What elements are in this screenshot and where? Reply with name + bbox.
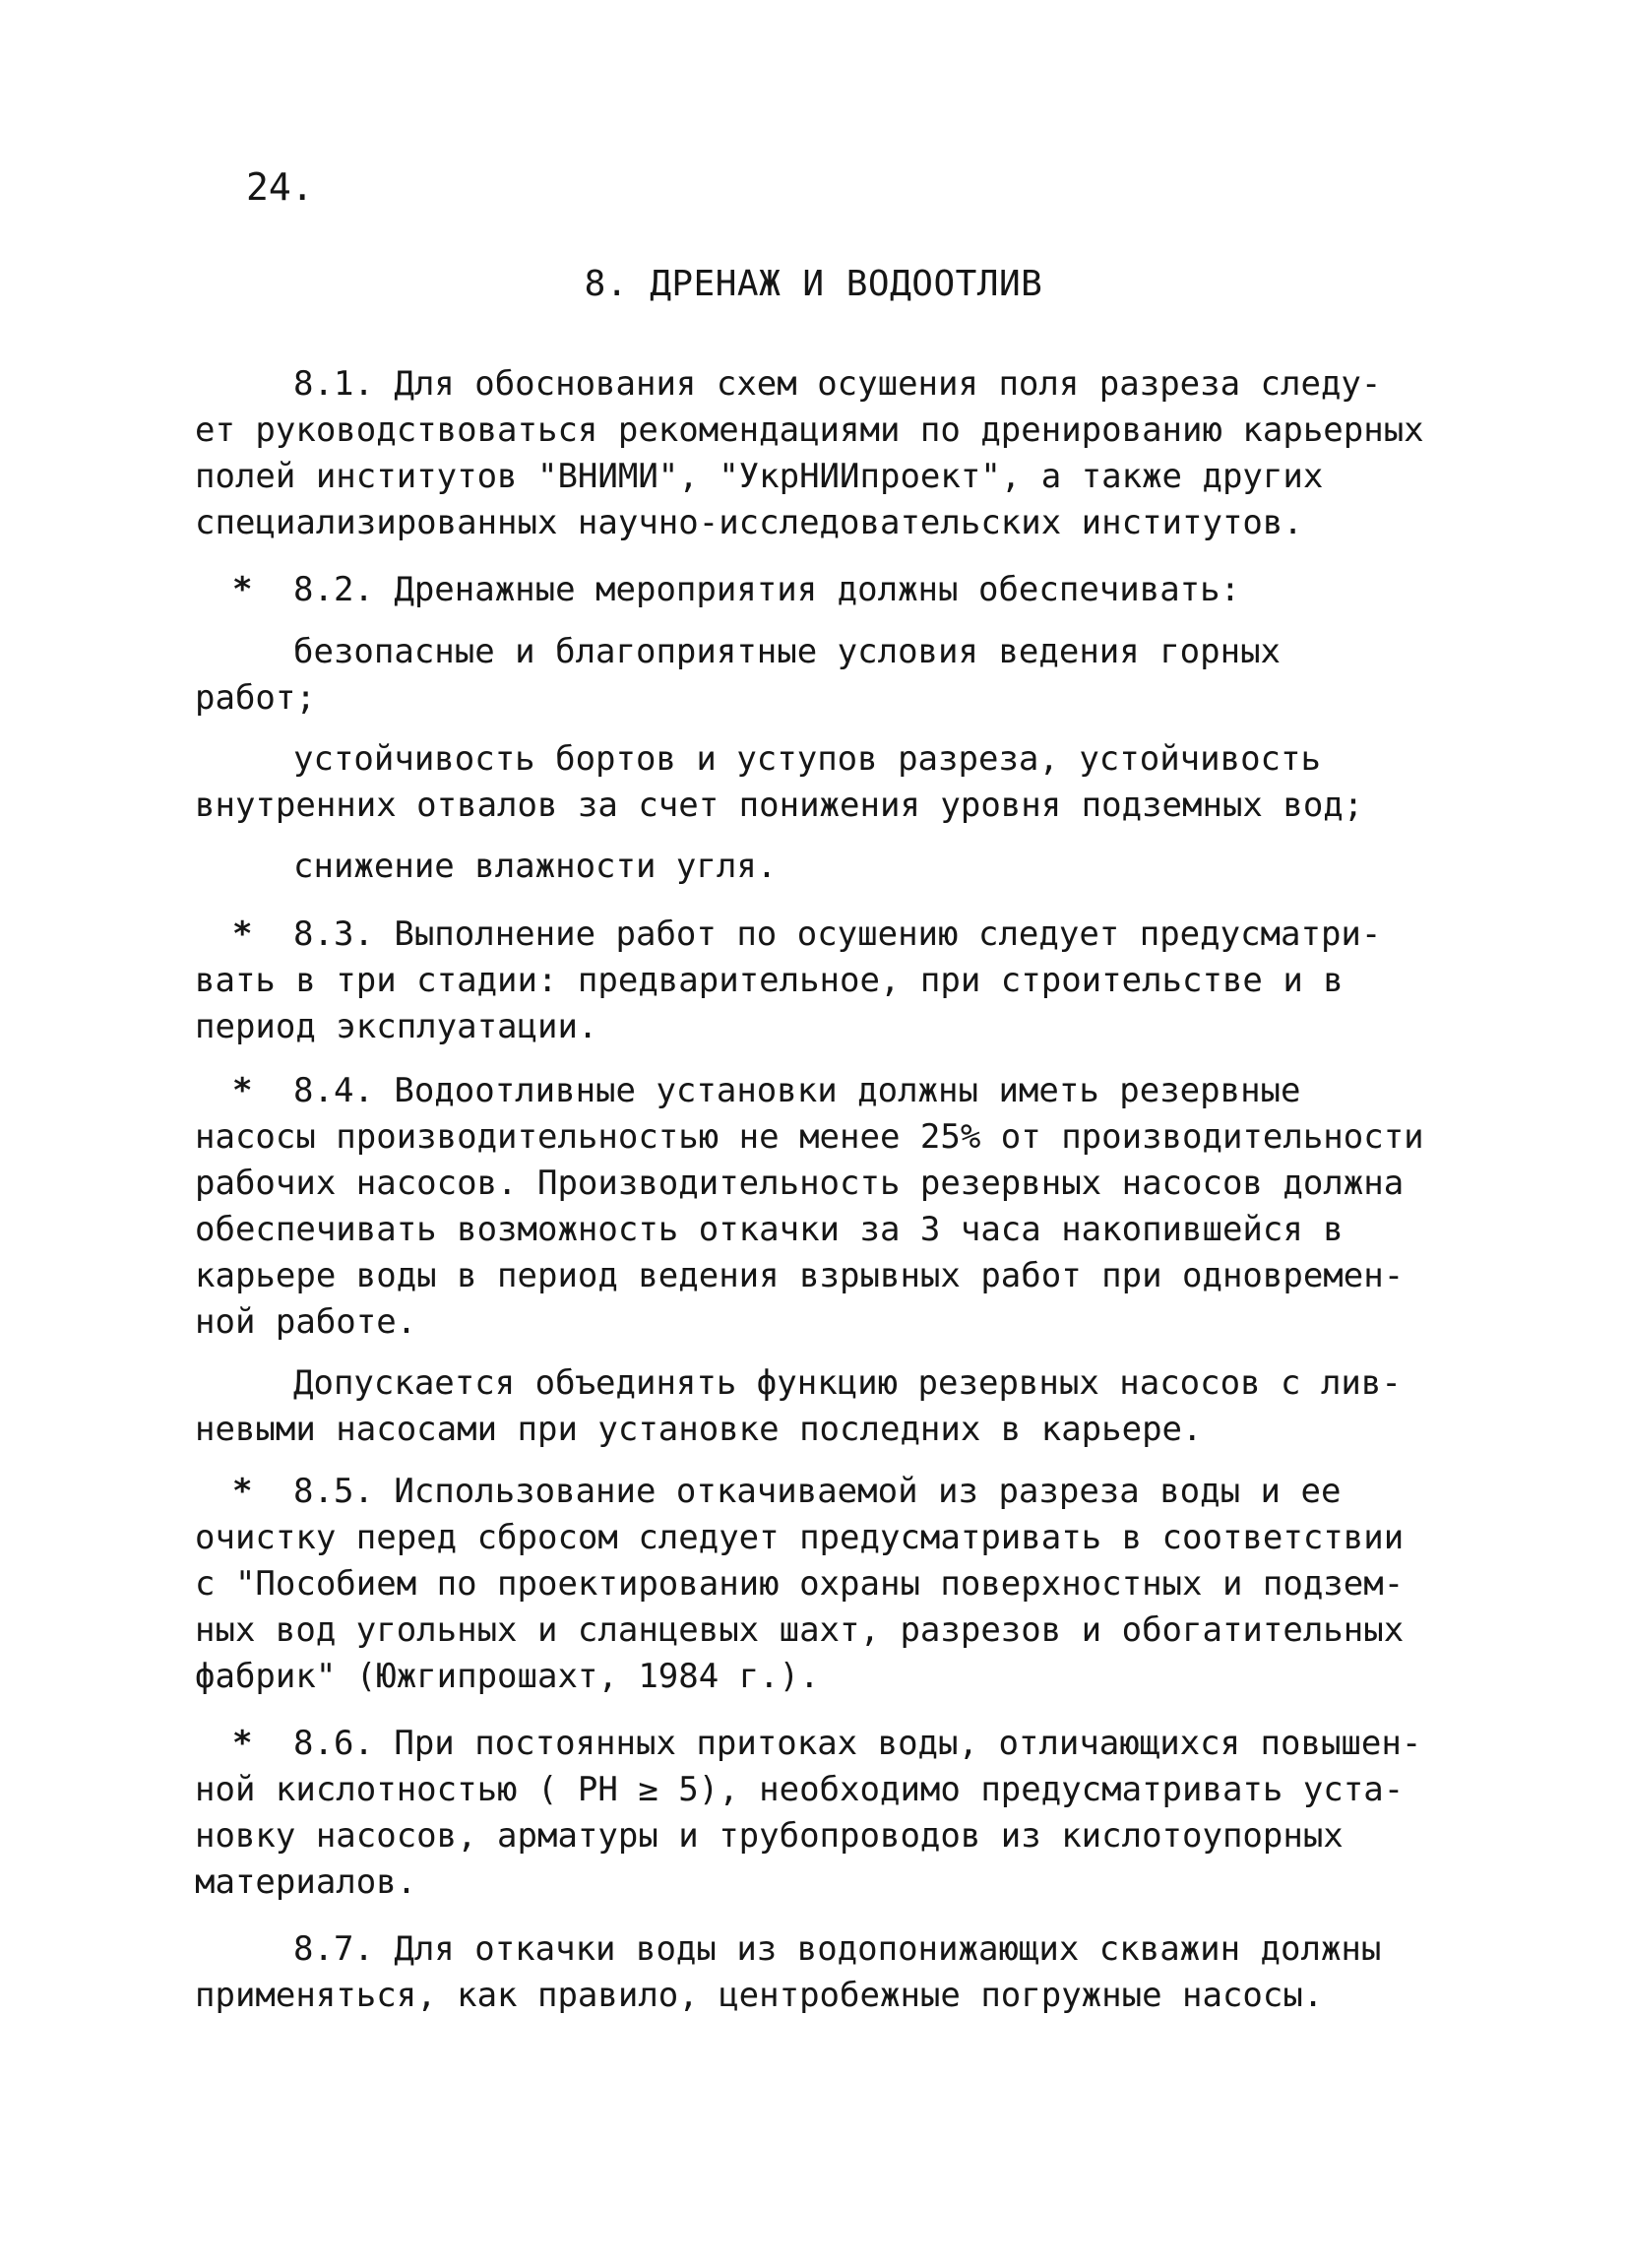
- paragraph-8-4-line: насосы производительностью не менее 25% от производительности: [195, 1117, 1424, 1157]
- section-title: 8. ДРЕНАЖ И ВОДООТЛИВ: [584, 264, 1043, 304]
- paragraph-8-5-line: фабрик" (Южгипрошахт, 1984 г.).: [195, 1657, 820, 1696]
- paragraph-8-4-line: обеспечивать возможность откачки за 3 часа накопившейся в: [195, 1210, 1344, 1249]
- paragraph-8-6-line: ной кислотностью ( PH ≥ 5), необходимо предусматривать уста-: [195, 1770, 1405, 1809]
- paragraph-8-1-line: ет руководствоваться рекомендациями по дренированию карьерных: [195, 410, 1424, 450]
- page-number: 24.: [246, 165, 314, 209]
- change-marker: *: [232, 1724, 253, 1763]
- list-item-line: безопасные и благоприятные условия ведения горных: [293, 632, 1282, 671]
- paragraph-8-3-line: вать в три стадии: предварительное, при строительстве и в: [195, 961, 1344, 1000]
- change-marker: *: [232, 1071, 253, 1110]
- paragraph-8-4-line: 8.4. Водоотливные установки должны иметь резервные: [293, 1071, 1301, 1110]
- paragraph-8-6-line: материалов.: [195, 1862, 417, 1902]
- list-item-line: внутренних отвалов за счет понижения уровня подземных вод;: [195, 786, 1364, 825]
- paragraph-8-4-line: ной работе.: [195, 1302, 417, 1342]
- list-item-line: устойчивость бортов и уступов разреза, устойчивость: [293, 739, 1321, 779]
- paragraph-8-6-line: 8.6. При постоянных притоках воды, отличающихся повышен-: [293, 1724, 1422, 1763]
- paragraph-8-4-line: рабочих насосов. Производительность резервных насосов должна: [195, 1164, 1405, 1203]
- paragraph-8-4-note-line: Допускается объединять функцию резервных насосов с лив-: [293, 1363, 1402, 1403]
- paragraph-8-4-note-line: невыми насосами при установке последних в карьере.: [195, 1410, 1203, 1449]
- paragraph-8-5-line: очистку перед сбросом следует предусматривать в соответствии: [195, 1518, 1405, 1557]
- paragraph-8-6-line: новку насосов, арматуры и трубопроводов из кислотоупорных: [195, 1816, 1344, 1856]
- paragraph-8-5-line: 8.5. Использование откачиваемой из разреза воды и ее: [293, 1472, 1342, 1511]
- paragraph-8-7-line: применяться, как правило, центробежные погружные насосы.: [195, 1976, 1324, 2015]
- paragraph-8-3-line: период эксплуатации.: [195, 1007, 598, 1046]
- paragraph-8-2-line: 8.2. Дренажные мероприятия должны обеспечивать:: [293, 570, 1241, 609]
- paragraph-8-3-line: 8.3. Выполнение работ по осушению следует предусматри-: [293, 914, 1382, 954]
- paragraph-8-1-line: 8.1. Для обоснования схем осушения поля разреза следу-: [293, 364, 1382, 404]
- paragraph-8-7-line: 8.7. Для откачки воды из водопонижающих скважин должны: [293, 1929, 1382, 1969]
- list-item-line: снижение влажности угля.: [293, 847, 778, 886]
- paragraph-8-1-line: специализированных научно-исследовательских институтов.: [195, 503, 1303, 542]
- paragraph-8-1-line: полей институтов "ВНИМИ", "УкрНИИпроект", а также других: [195, 457, 1324, 496]
- change-marker: *: [232, 914, 253, 954]
- list-item-line: работ;: [195, 678, 316, 718]
- paragraph-8-5-line: ных вод угольных и сланцевых шахт, разрезов и обогатительных: [195, 1610, 1405, 1650]
- change-marker: *: [232, 1472, 253, 1511]
- paragraph-8-5-line: с "Пособием по проектированию охраны поверхностных и подзем-: [195, 1564, 1405, 1604]
- paragraph-8-4-line: карьере воды в период ведения взрывных работ при одновремен-: [195, 1256, 1405, 1295]
- change-marker: *: [232, 570, 253, 609]
